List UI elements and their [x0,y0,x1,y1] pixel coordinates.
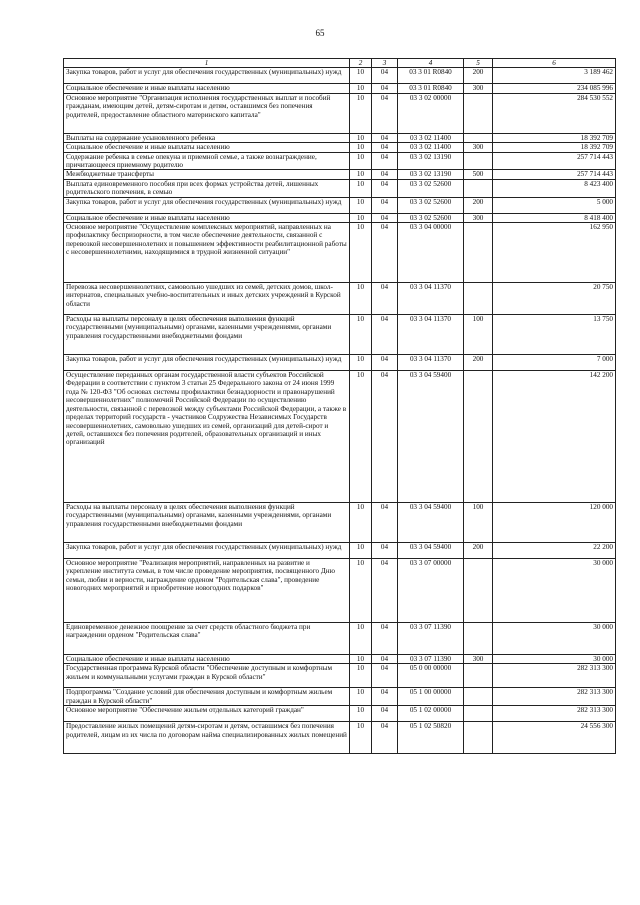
row-amount: 284 530 552 [493,93,616,133]
header-col-6: 6 [493,59,616,68]
row-description: Перевозка несовершеннолетних, самовольно ушедших из семей, детских домов, школ-интернатов, специальных учебно-воспитательных и иных детских учреждений в Курской области [64,283,350,315]
row-amount: 20 750 [493,283,616,315]
row-amount: 282 313 300 [493,706,616,722]
row-subsection: 04 [372,143,398,152]
row-subsection: 04 [372,197,398,213]
row-target-article: 05 0 00 00000 [398,664,464,688]
row-expense-type [464,664,493,688]
table-row [64,143,616,152]
row-description: Государственная программа Курской области "Обеспечение доступным и комфортным жильем и коммунальными услугами граждан в Курской области" [64,664,350,688]
row-subsection: 04 [372,84,398,93]
row-description: Социальное обеспечение и иные выплаты населению [64,143,350,152]
row-target-article: 03 3 04 59400 [398,543,464,559]
row-section: 10 [350,315,372,355]
header-col-3: 3 [372,59,398,68]
row-subsection: 04 [372,315,398,355]
row-expense-type [464,133,493,142]
row-expense-type: 200 [464,355,493,371]
row-description: Расходы на выплаты персоналу в целях обеспечения выполнения функций государственными (муниципальными) органами, казенными учреждениями, органами управления государственными внебюджетными фондами [64,503,350,543]
row-amount: 282 313 300 [493,664,616,688]
row-target-article: 03 3 04 59400 [398,371,464,503]
row-section: 10 [350,706,372,722]
row-subsection: 04 [372,655,398,664]
row-section: 10 [350,688,372,706]
row-subsection: 04 [372,355,398,371]
row-amount: 3 189 462 [493,68,616,84]
row-target-article: 03 3 04 59400 [398,503,464,543]
row-subsection: 04 [372,170,398,179]
table-row [64,93,616,133]
table-body [64,68,616,754]
row-amount: 30 000 [493,655,616,664]
table-row [64,283,616,315]
header-row [64,59,616,68]
row-subsection: 04 [372,68,398,84]
row-section: 10 [350,355,372,371]
row-subsection: 04 [372,664,398,688]
row-expense-type: 300 [464,213,493,222]
row-expense-type [464,283,493,315]
table-row [64,655,616,664]
row-subsection: 04 [372,623,398,655]
row-amount: 22 200 [493,543,616,559]
row-amount: 18 392 709 [493,133,616,142]
table-row [64,688,616,706]
row-target-article: 03 3 02 11400 [398,143,464,152]
row-expense-type [464,688,493,706]
row-section: 10 [350,623,372,655]
row-expense-type [464,152,493,170]
row-target-article: 03 3 02 00000 [398,93,464,133]
row-target-article: 03 3 07 11390 [398,655,464,664]
row-amount: 257 714 443 [493,170,616,179]
row-expense-type [464,93,493,133]
row-description: Единовременное денежное поощрение за счет средств областного бюджета при награждении орденом "Родительская слава" [64,623,350,655]
row-section: 10 [350,84,372,93]
table-row [64,371,616,503]
table-row [64,559,616,623]
row-section: 10 [350,179,372,197]
row-subsection: 04 [372,283,398,315]
row-expense-type [464,623,493,655]
table-row [64,503,616,543]
row-subsection: 04 [372,223,398,283]
row-target-article: 03 3 02 52600 [398,197,464,213]
row-target-article: 03 3 07 11390 [398,623,464,655]
row-section: 10 [350,93,372,133]
row-section: 10 [350,559,372,623]
row-section: 10 [350,283,372,315]
row-subsection: 04 [372,722,398,754]
row-target-article: 03 3 02 52600 [398,213,464,222]
table-row [64,315,616,355]
row-description: Закупка товаров, работ и услуг для обеспечения государственных (муниципальных) нужд [64,543,350,559]
row-expense-type [464,223,493,283]
row-description: Межбюджетные трансферты [64,170,350,179]
header-col-5: 5 [464,59,493,68]
row-target-article: 03 3 02 11400 [398,133,464,142]
table-row [64,197,616,213]
row-amount: 30 000 [493,559,616,623]
row-amount: 8 418 400 [493,213,616,222]
row-expense-type: 100 [464,503,493,543]
row-expense-type: 500 [464,170,493,179]
row-subsection: 04 [372,559,398,623]
row-section: 10 [350,152,372,170]
row-expense-type [464,371,493,503]
row-section: 10 [350,543,372,559]
row-expense-type: 300 [464,84,493,93]
row-subsection: 04 [372,543,398,559]
table-row [64,355,616,371]
row-expense-type: 200 [464,68,493,84]
row-subsection: 04 [372,503,398,543]
row-description: Содержание ребенка в семье опекуна и приемной семье, а также вознаграждение, причитающееся приемному родителю [64,152,350,170]
row-expense-type: 200 [464,543,493,559]
row-amount: 234 085 996 [493,84,616,93]
row-amount: 24 556 300 [493,722,616,754]
row-description: Подпрограмма "Создание условий для обеспечения доступным и комфортным жильем граждан в Курской области" [64,688,350,706]
row-subsection: 04 [372,152,398,170]
table-row [64,706,616,722]
row-target-article: 05 1 02 00000 [398,706,464,722]
row-section: 10 [350,143,372,152]
row-section: 10 [350,170,372,179]
row-amount: 162 950 [493,223,616,283]
row-target-article: 03 3 01 R0840 [398,84,464,93]
row-description: Закупка товаров, работ и услуг для обеспечения государственных (муниципальных) нужд [64,68,350,84]
row-description: Социальное обеспечение и иные выплаты населению [64,213,350,222]
row-target-article: 03 3 04 11370 [398,315,464,355]
row-section: 10 [350,133,372,142]
row-description: Выплата единовременного пособия при всех формах устройства детей, лишенных родительского попечения, в семью [64,179,350,197]
table-row [64,543,616,559]
row-amount: 120 000 [493,503,616,543]
row-expense-type: 200 [464,197,493,213]
table-row [64,84,616,93]
row-target-article: 03 3 07 00000 [398,559,464,623]
table-row [64,133,616,142]
row-description: Закупка товаров, работ и услуг для обеспечения государственных (муниципальных) нужд [64,197,350,213]
row-target-article: 03 3 04 00000 [398,223,464,283]
table-row [64,722,616,754]
table-row [64,213,616,222]
row-amount: 7 000 [493,355,616,371]
table-row [64,223,616,283]
row-section: 10 [350,213,372,222]
row-description: Социальное обеспечение и иные выплаты населению [64,655,350,664]
row-subsection: 04 [372,213,398,222]
row-description: Основное мероприятие "Обеспечение жильем отдельных категорий граждан" [64,706,350,722]
row-section: 10 [350,68,372,84]
row-subsection: 04 [372,93,398,133]
row-target-article: 03 3 02 13190 [398,152,464,170]
row-description: Выплаты на содержание усыновленного ребенка [64,133,350,142]
row-expense-type [464,559,493,623]
header-col-4: 4 [398,59,464,68]
row-expense-type: 300 [464,655,493,664]
row-section: 10 [350,371,372,503]
row-description: Основное мероприятие "Организация исполнения государственных выплат и пособий гражданам, имеющим детей, детям-сиротам и детям, оставшимся без попечения родителей, предоставление областного материнского капитала" [64,93,350,133]
page-number: 65 [315,28,325,38]
row-description: Основное мероприятие "Осуществление комплексных мероприятий, направленных на профилактику беспризорности, в том числе обеспечение деятельности, связанной с перевозкой несовершеннолетних и повышением эффективности реабилитационной работы с несовершеннолетними, находящимися в трудной жизненной ситуации" [64,223,350,283]
row-target-article: 03 3 04 11370 [398,355,464,371]
row-amount: 257 714 443 [493,152,616,170]
table-row [64,152,616,170]
row-description: Предоставление жилых помещений детям-сиротам и детям, оставшимся без попечения родителей, лицам из их числа по договорам найма специализированных жилых помещений [64,722,350,754]
row-description: Социальное обеспечение и иные выплаты населению [64,84,350,93]
row-target-article: 05 1 00 00000 [398,688,464,706]
row-amount: 8 423 400 [493,179,616,197]
row-description: Осуществление переданных органам государственной власти субъектов Российской Федерации в соответствии с пунктом 3 статьи 25 Федерального закона от 24 июня 1999 года № 120-ФЗ "Об основах системы профилактики безнадзорности и правонарушений несовершеннолетних" полномочий Российской Федерации по осуществлению деятельности, связанной с перевозкой между субъектами Российской Федерации, а также в пределах территорий государств - участников Содружества Независимых Государств несовершеннолетних, самовольно ушедших из семей, организаций для детей-сирот и детей, оставшихся без попечения родителей, образовательных организаций и иных организаций [64,371,350,503]
row-amount: 5 000 [493,197,616,213]
row-subsection: 04 [372,371,398,503]
row-target-article: 03 3 04 11370 [398,283,464,315]
table-row [64,179,616,197]
row-section: 10 [350,503,372,543]
table-row [64,68,616,84]
row-section: 10 [350,722,372,754]
table-row [64,664,616,688]
row-expense-type: 100 [464,315,493,355]
row-subsection: 04 [372,688,398,706]
row-amount: 142 200 [493,371,616,503]
row-section: 10 [350,664,372,688]
row-amount: 18 392 709 [493,143,616,152]
row-subsection: 04 [372,179,398,197]
row-target-article: 03 3 02 52600 [398,179,464,197]
row-target-article: 03 3 02 13190 [398,170,464,179]
budget-table [63,58,616,754]
row-description: Расходы на выплаты персоналу в целях обеспечения выполнения функций государственными (муниципальными) органами, казенными учреждениями, органами управления государственными внебюджетными фондами [64,315,350,355]
row-description: Основное мероприятие "Реализация мероприятий, направленных на развитие и укрепление института семьи, в том числе проведение мероприятия, посвященного Дню семьи, любви и верности, награждение орденом "Родительская слава", проведение новогодних мероприятий и приобретение новогодних подарков" [64,559,350,623]
table-row [64,170,616,179]
header-col-1: 1 [64,59,350,68]
row-expense-type [464,179,493,197]
row-expense-type [464,706,493,722]
row-section: 10 [350,655,372,664]
header-col-2: 2 [350,59,372,68]
row-description: Закупка товаров, работ и услуг для обеспечения государственных (муниципальных) нужд [64,355,350,371]
row-amount: 30 000 [493,623,616,655]
row-target-article: 03 3 01 R0840 [398,68,464,84]
row-section: 10 [350,197,372,213]
row-expense-type: 300 [464,143,493,152]
row-expense-type [464,722,493,754]
row-subsection: 04 [372,706,398,722]
row-amount: 282 313 300 [493,688,616,706]
table-row [64,623,616,655]
row-amount: 13 750 [493,315,616,355]
row-target-article: 05 1 02 50820 [398,722,464,754]
row-subsection: 04 [372,133,398,142]
row-section: 10 [350,223,372,283]
